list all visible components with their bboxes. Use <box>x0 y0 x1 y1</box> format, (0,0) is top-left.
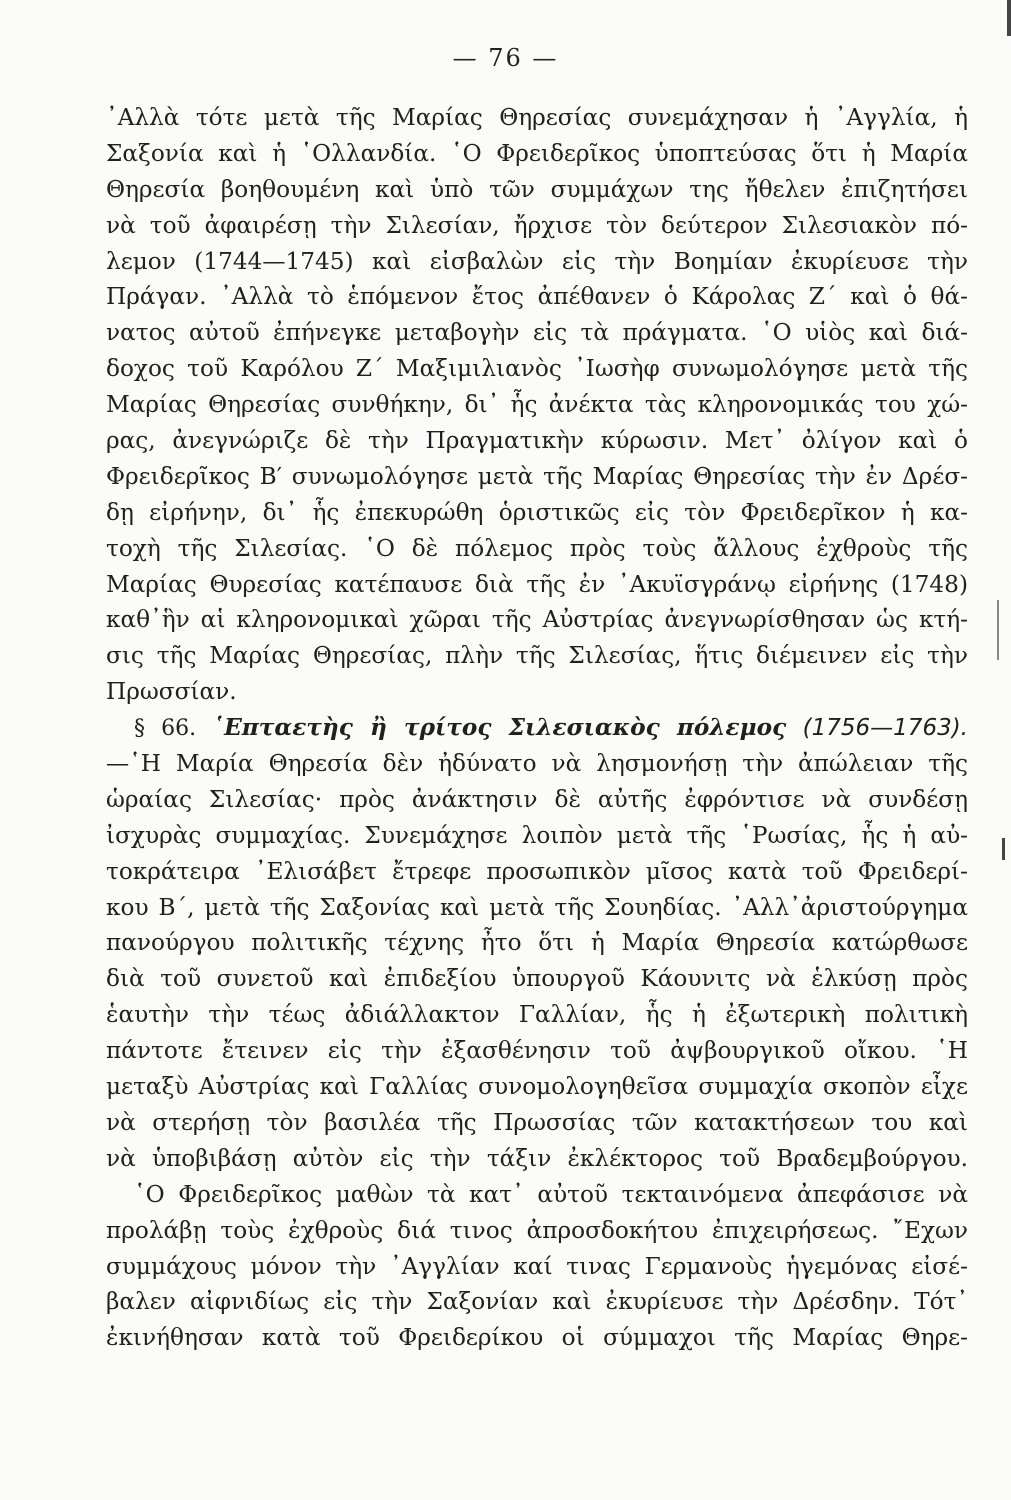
section-years: (1756—1763). <box>802 715 968 742</box>
main-text <box>106 100 968 1356</box>
text-line: ἰσχυρὰς συμμαχίας. Συνεμάχησε λοιπὸν μετὰ τῆς ῾Ρωσίας, ἧς ἡ αὐ- <box>106 821 968 849</box>
text-line: τοκράτειρα ᾿Ελισάβετ ἔτρεφε προσωπικὸν μῖσος κατὰ τοῦ Φρειδερί- <box>106 857 968 885</box>
text-line: ρας, ἀνεγνώριζε δὲ τὴν Πραγματικὴν κύρωσιν. Μετ᾿ ὀλίγον καὶ ὁ <box>106 427 968 455</box>
text-line: νατος αὐτοῦ ἐπήνεγκε μεταβογὴν εἰς τὰ πράγματα. ῾Ο υἱὸς καὶ διά- <box>106 319 968 347</box>
text-line: μεταξὺ Αὐστρίας καὶ Γαλλίας συνομολογηθεῖσα συμμαχία σκοπὸν εἶχε <box>106 1073 968 1101</box>
text-line: πανούργου πολιτικῆς τέχνης ἦτο ὅτι ἡ Μαρία Θηρεσία κατώρθωσε <box>106 929 968 957</box>
page-edge-mark <box>997 600 999 660</box>
text-line: δοχος τοῦ Καρόλου Ζ΄ Μαξιμιλιανὸς ᾿Ιωσὴφ συνωμολόγησε μετὰ τῆς <box>106 355 968 383</box>
text-line: Σαξονία καὶ ἡ ῾Ολλανδία. ῾Ο Φρειδερῖκος ὑποπτεύσας ὅτι ἡ Μαρία <box>106 139 968 167</box>
text-line: νὰ τοῦ ἀφαιρέσῃ τὴν Σιλεσίαν, ἤρχισε τὸν δεύτερον Σιλεσιακὸν πό- <box>106 211 968 239</box>
text-line: κου Β΄, μετὰ τῆς Σαξονίας καὶ μετὰ τῆς Σουηδίας. ᾿Αλλ᾿ἀριστούργημα <box>106 893 968 921</box>
text-line: ῾Ο Φρειδερῖκος μαθὼν τὰ κατ᾿ αὐτοῦ τεκταινόμενα ἀπεφάσισε νὰ <box>134 1180 968 1208</box>
section-title: ῾Επταετὴς ἢ τρίτος Σιλεσιακὸς πόλεμος <box>212 714 787 742</box>
page-edge-mark <box>1002 838 1005 860</box>
paragraph-1 <box>106 100 968 710</box>
text-line: τοχὴ τῆς Σιλεσίας. ῾Ο δὲ πόλεμος πρὸς τοὺς ἄλλους ἐχθροὺς τῆς <box>106 534 968 562</box>
paragraph-3 <box>106 1177 968 1356</box>
text-line: διὰ τοῦ συνετοῦ καὶ ἐπιδεξίου ὑπουργοῦ Κάουνιτς νὰ ἑλκύσῃ πρὸς <box>106 965 968 993</box>
text-line: ὡραίας Σιλεσίας· πρὸς ἀνάκτησιν δὲ αὐτῆς ἐφρόντισε νὰ συνδέσῃ <box>106 785 968 813</box>
text-line: βαλεν αἰφνιδίως εἰς τὴν Σαξονίαν καὶ ἐκυρίευσε τὴν Δρέσδην. Τότ᾿ <box>106 1288 968 1316</box>
text-line: Μαρίας Θυρεσίας κατέπαυσε διὰ τῆς ἐν ᾿Ακυϊσγράνῳ εἰρήνης (1748) <box>106 570 968 598</box>
page-number: — 76 — <box>452 44 559 72</box>
text-line: ἐκινήθησαν κατὰ τοῦ Φρειδερίκου οἱ σύμμαχοι τῆς Μαρίας Θηρε- <box>106 1324 968 1352</box>
page-edge-mark <box>1007 0 1011 36</box>
text-line: καθ᾿ἣν αἱ κληρονομικαὶ χῶραι τῆς Αὐστρίας ἀνεγνωρίσθησαν ὡς κτή- <box>106 606 968 634</box>
text-line: σις τῆς Μαρίας Θηρεσίας, πλὴν τῆς Σιλεσίας, ἥτις διέμεινεν εἰς τὴν <box>106 642 968 670</box>
text-line: Πράγαν. ᾿Αλλὰ τὸ ἑπόμενον ἔτος ἀπέθανεν ὁ Κάρολας Ζ΄ καὶ ὁ θά- <box>106 283 968 311</box>
text-line: Θηρεσία βοηθουμένη καὶ ὑπὸ τῶν συμμάχων της ἤθελεν ἐπιζητήσει <box>106 175 968 203</box>
text-line: Φρειδερῖκος Β′ συνωμολόγησε μετὰ τῆς Μαρίας Θηρεσίας τὴν ἐν Δρέσ- <box>106 462 968 490</box>
text-line: λεμον (1744—1745) καὶ εἰσβαλὼν εἰς τὴν Βοημίαν ἐκυρίευσε τὴν <box>106 247 968 275</box>
text-line: δῃ εἰρήνην, δι᾿ ἧς ἐπεκυρώθη ὁριστικῶς εἰς τὸν Φρειδερῖκον ἡ κα- <box>106 498 968 526</box>
paragraph-2 <box>106 746 968 1177</box>
text-line: συμμάχους μόνον τὴν ᾿Αγγλίαν καί τινας Γερμανοὺς ἡγεμόνας εἰσέ- <box>106 1252 968 1280</box>
text-line: νὰ ὑποβιβάσῃ αὐτὸν εἰς τὴν τάξιν ἐκλέκτορος τοῦ Βραδεμβούργου. <box>106 1144 968 1172</box>
text-line: Μαρίας Θηρεσίας συνθήκην, δι᾿ ἧς ἀνέκτα τὰς κληρονομικάς του χώ- <box>106 391 968 419</box>
text-line: Πρωσσίαν. <box>106 678 237 706</box>
section-heading <box>106 710 968 746</box>
text-line: πάντοτε ἔτεινεν εἰς τὴν ἐξασθένησιν τοῦ ἀψβουργικοῦ οἴκου. ῾Η <box>106 1037 968 1065</box>
text-line: προλάβῃ τοὺς ἐχθροὺς διά τινος ἀπροσδοκήτου ἐπιχειρήσεως. ῎Εχων <box>106 1216 968 1244</box>
text-line: ἑαυτὴν τὴν τέως ἀδιάλλακτον Γαλλίαν, ἧς ἡ ἐξωτερικὴ πολιτικὴ <box>106 1001 968 1029</box>
text-line: ᾿Αλλὰ τότε μετὰ τῆς Μαρίας Θηρεσίας συνεμάχησαν ἡ ᾿Αγγλία, ἡ <box>106 104 968 131</box>
section-number: § 66. <box>134 716 197 742</box>
text-line: νὰ στερήσῃ τὸν βασιλέα τῆς Πρωσσίας τῶν κατακτήσεων του καὶ <box>106 1108 968 1136</box>
text-line: —῾Η Μαρία Θηρεσία δὲν ἠδύνατο νὰ λησμονήσῃ τὴν ἀπώλειαν τῆς <box>106 750 968 778</box>
